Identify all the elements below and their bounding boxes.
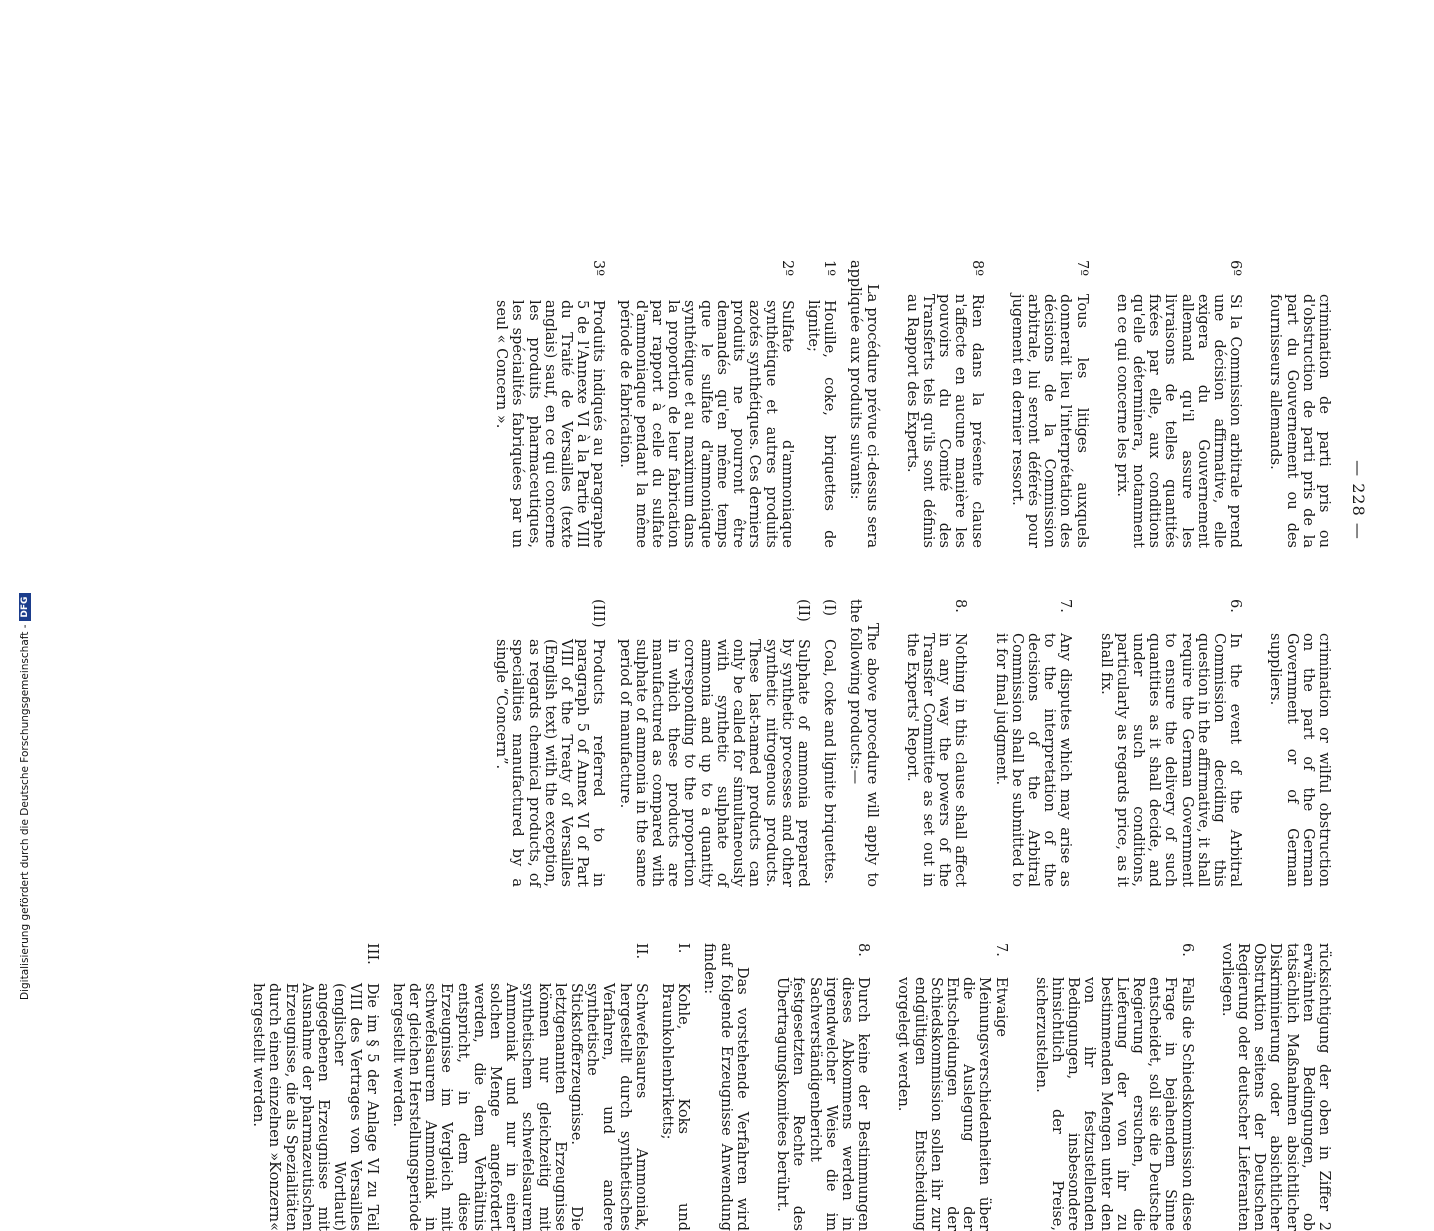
french-paragraph-8-text: Rien dans la présente clause n'affecte en aucune manière les pouvoirs du Comité des Transferts tels qu'ils sont définis au Rapport des Experts. bbox=[903, 294, 985, 548]
english-paragraph-7-number: 7. bbox=[1057, 599, 1074, 613]
french-item-3-text: Produits indiqués au paragraphe 5 de l'Annexe VI à la Partie VIII du Traité de Versailles (texte anglais) sauf, en ce qui concerne les produits pharmaceutiques, les spécialités fabriquées par un seul « Concern ». bbox=[493, 300, 607, 548]
german-continuation: rücksichtigung der oben in Ziffer 2 erwähnten Bedingungen, ob tatsächlich Maßnahmen absichtlicher Diskriminierung oder absichtlicher Obstruktion seitens der Deutschen Regierung oder deutscher Lieferanten vorliegen. bbox=[1218, 943, 1332, 1231]
french-paragraph-7-text: Tous les litiges auxquels donnerait lieu l'interprétation des décisions de la Commission arbitrale, lui seront déférés pour jugement en dernier ressort. bbox=[1008, 294, 1090, 548]
german-paragraph-8-number: 8. bbox=[855, 943, 872, 957]
german-item-3 bbox=[250, 943, 380, 1231]
french-column bbox=[483, 260, 1332, 548]
english-products-intro: The above procedure will apply to the following products:— bbox=[847, 599, 880, 887]
english-item-3-number: (III) bbox=[590, 599, 607, 628]
german-item-2 bbox=[390, 943, 649, 1231]
german-paragraph-8-text: Durch keine der Bestimmungen dieses Abkommens werden in irgendwelcher Weise die im Sachverständigenbericht festgesetzten Rechte des Übertragungskomitees berührt. bbox=[774, 977, 872, 1231]
english-item-3-text: Products referred to in paragraph 5 of Annex VI of Part VIII of the Treaty of Versailles (English text) with the exception, as regards chemical products, of specialities manufactured by a single “Concern”. bbox=[493, 639, 607, 887]
french-paragraph-7-number: 7º bbox=[1073, 260, 1090, 277]
french-item-2-text: Sulfate d'ammoniaque synthétique et autres produits azotés synthétiques. Ces derniers produits ne pourront être demandés qu'en même temps que le sulfate d'ammoniaque synthétique et au maximum dans la proportion de leur fabrication par rapport à celle du sulfate d'ammoniaque pendant la même période de fabrication. bbox=[616, 300, 795, 548]
english-paragraph-7 bbox=[992, 599, 1073, 887]
english-paragraph-6-number: 6. bbox=[1227, 599, 1244, 613]
german-paragraph-6-number: 6. bbox=[1178, 943, 1195, 957]
english-item-2-text: Sulphate of ammonia prepared by synthetic processes and other synthetic nitrogenous products. These last-named products can only be called for simultaneously with synthetic sulphate of ammonia and up to a quantity corresponding to the proportion in which these products are manufactured as compared with sulphate of ammonia in the same period of manufacture. bbox=[616, 639, 811, 887]
english-item-2-number: (II) bbox=[794, 599, 811, 622]
french-paragraph-8-number: 8º bbox=[968, 260, 985, 277]
german-paragraph-7-number: 7. bbox=[992, 943, 1009, 957]
english-paragraph-8-number: 8. bbox=[952, 599, 969, 613]
french-paragraph-7 bbox=[1009, 260, 1090, 548]
french-item-3 bbox=[493, 260, 606, 548]
german-item-1-number: I. bbox=[675, 943, 692, 954]
french-item-1-number: 1º bbox=[821, 260, 838, 277]
french-item-1 bbox=[805, 260, 837, 548]
french-paragraph-8 bbox=[904, 260, 985, 548]
german-item-1 bbox=[659, 943, 691, 1231]
english-continuation: crimination or wilful obstruction on the part of the German Government or of German suppliers. bbox=[1267, 633, 1332, 887]
english-item-1-text: Coal, coke and lignite briquettes. bbox=[821, 639, 838, 884]
german-paragraph-7-text: Etwaige Meinungsverschiedenheiten über die Auslegung der Entscheidungen der Schiedskommission sollen ihr zur endgültigen Entscheidung vorgelegt werden. bbox=[895, 977, 1009, 1231]
german-paragraph-8 bbox=[774, 943, 871, 1231]
french-item-2-number: 2º bbox=[778, 260, 795, 277]
french-item-2 bbox=[616, 260, 794, 548]
english-item-1 bbox=[821, 599, 837, 887]
english-item-1-number: (I) bbox=[821, 599, 838, 617]
french-continuation: crimination de parti pris ou d'obstruction de parti pris de la part du Gouvernement ou des fournisseurs allemands. bbox=[1267, 294, 1332, 548]
english-paragraph-8-text: Nothing in this clause shall affect in any way the powers of the Transfer Committee as set out in the Experts' Report. bbox=[903, 633, 969, 887]
english-item-3 bbox=[493, 599, 606, 887]
english-paragraph-7-text: Any disputes which may arise as to the interpretation of the decisions of the Arbitral Commission shall be submitted to it for final judgment. bbox=[992, 633, 1074, 887]
english-paragraph-6 bbox=[1097, 599, 1243, 887]
english-column bbox=[483, 599, 1332, 887]
german-item-2-number: II. bbox=[632, 943, 649, 960]
digitization-credit bbox=[18, 596, 32, 1000]
german-item-2-text: Schwefelsaures Ammoniak, hergestellt durch synthetisches Verfahren, und andere synthetische Stickstofferzeugnisse. Die letztgenannten Erzeugnisse können nur gleichzeitig mit synthetischem schwefelsaurem Ammoniak und nur in einer solchen Menge angefordert werden, die dem Verhältnis entspricht, in dem diese Erzeugnisse im Vergleich mit schwefelsaurem Ammoniak in der gleichen Herstellungsperiode hergestellt werden. bbox=[389, 983, 649, 1231]
french-paragraph-6-number: 6º bbox=[1227, 260, 1244, 277]
french-item-1-text: Houille, coke, briquettes de lignite; bbox=[804, 300, 838, 548]
german-item-3-text: Die im § 5 der Anlage VI zu Teil VIII des Vertrages von Versailles (englischer Wortlaut) angegebenen Erzeugnisse mit Ausnahme der pharmazeutischen Erzeugnisse, die als Spezialitäten durch einen einzelnen »Konzern« hergestellt werden. bbox=[250, 983, 380, 1231]
page-number: — 228 — bbox=[1349, 460, 1368, 540]
german-paragraph-7 bbox=[895, 943, 1008, 1231]
french-paragraph-6-text: Si la Commission arbitrale prend une décision affirmative, elle exigera du Gouvernement allemand qu'il assure les livraisons de telles quantités fixées par elle, aux conditions qu'elle déterminera, notamment en ce qui concerne les prix. bbox=[1113, 294, 1244, 548]
french-item-3-number: 3º bbox=[590, 260, 607, 277]
english-paragraph-6-text: In the event of the Arbitral Commission deciding this question in the affirmative, it shall require the German Government to ensure the delivery of such quantities as it shall decide, and under such conditions, particularly as regards price, as it shall fix. bbox=[1097, 633, 1244, 887]
german-products-intro: Das vorstehende Verfahren wird auf folgende Erzeugnisse Anwendung finden: bbox=[701, 943, 750, 1231]
german-item-3-number: III. bbox=[363, 943, 380, 965]
english-item-2 bbox=[616, 599, 810, 887]
french-paragraph-6 bbox=[1114, 260, 1244, 548]
dfg-logo: DFG bbox=[19, 593, 31, 621]
english-paragraph-8 bbox=[904, 599, 969, 887]
german-item-1-text: Kohle, Koks und Braunkohlenbriketts; bbox=[659, 983, 692, 1231]
french-products-intro: La procédure prévue ci-dessus sera appliquée aux produits suivants: bbox=[847, 260, 880, 548]
credit-text: Digitalisierung gefördert durch die Deutsche Forschungsgemeinschaft - bbox=[19, 624, 31, 1000]
german-paragraph-6 bbox=[1033, 943, 1195, 1231]
german-paragraph-6-text: Falls die Schiedskommission diese Frage in bejahendem Sinne entscheidet, soll sie die Deutsche Regierung ersuchen, die Lieferung der von ihr zu bestimmenden Mengen unter den von ihr festzustellenden Bedingungen, insbesondere hinsichtlich der Preise, sicherzustellen. bbox=[1032, 977, 1195, 1231]
german-column bbox=[240, 943, 1332, 1231]
